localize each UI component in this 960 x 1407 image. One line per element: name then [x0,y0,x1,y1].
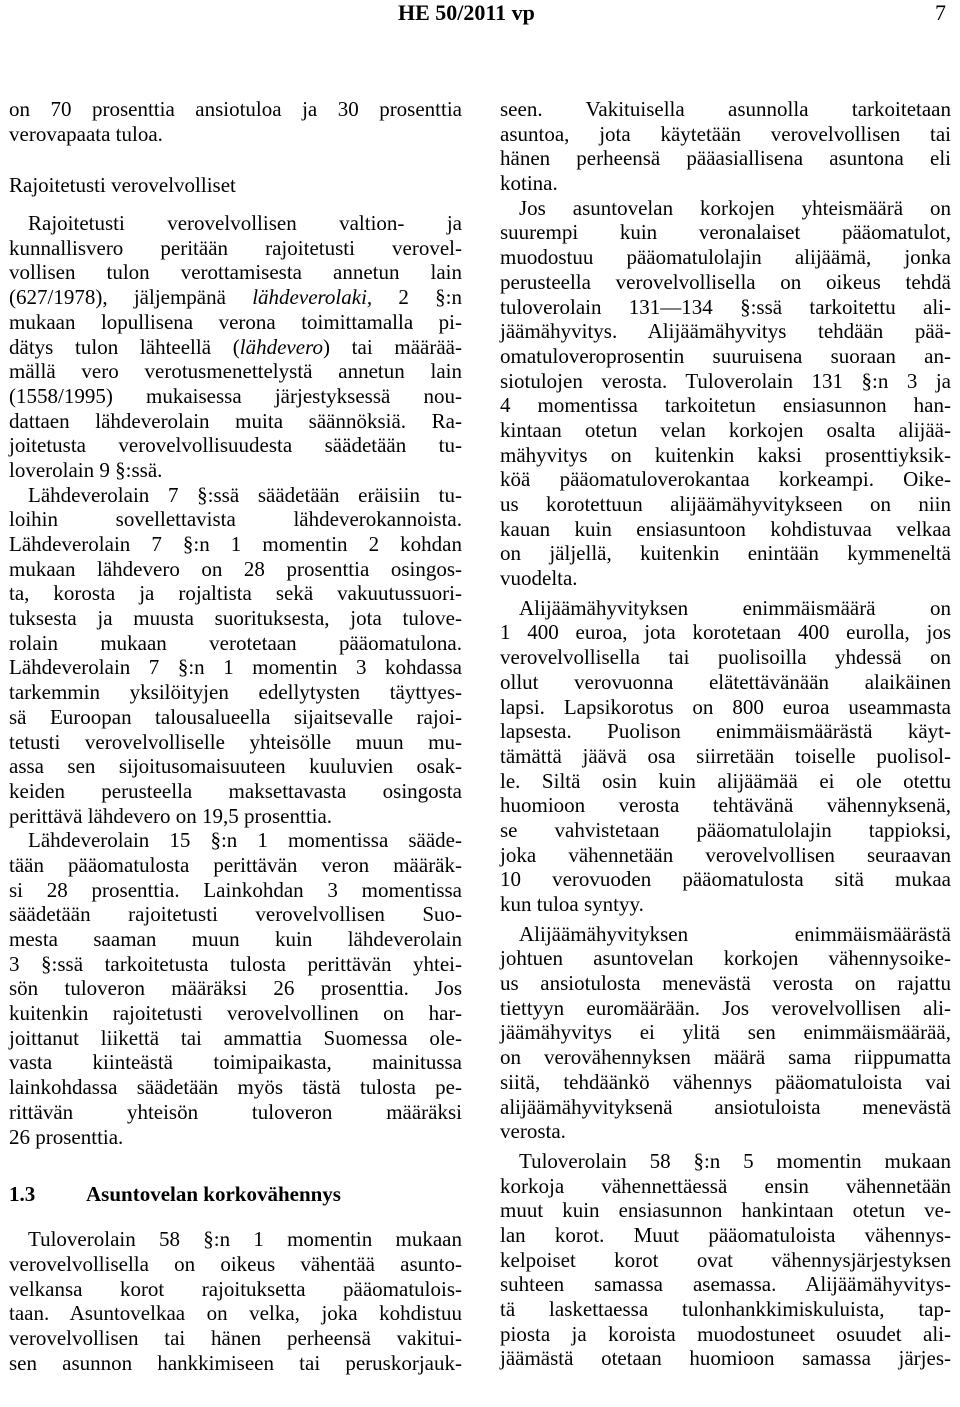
text-line: Lähdeverolain 7 §:n 1 momentin 2 kohdan [9,532,462,556]
paragraph [500,922,951,1144]
text-line: seen. Vakituisella asunnolla tarkoitetaan [500,97,951,121]
section-number: 1.3 [9,1182,36,1207]
text-line: mähyvitys on kuitenkin kaksi prosenttiyksik- [500,442,951,467]
text-line: 26 prosenttia. [9,1124,124,1149]
text-line: tään pääomatulosta perittävän veron määräk- [9,852,462,877]
text-line: tuloverolain 131—134 §:ssä tarkoitettu ali- [500,294,951,319]
paragraph [9,483,462,829]
paragraph [9,211,462,483]
text-line: 3 §:ssä tarkoitetusta tulosta perittävän yhtei- [9,951,462,976]
text-line: us ansiotulosta menevästä verosta on rajattu [500,971,951,996]
text-line: perusteella verovelvollisella on oikeus tehdä [500,269,951,294]
text-line: hänen perheensä pääasiallisena asuntona eli [500,146,951,171]
text-line: jäämähyvitys ei ylitä sen enimmäismäärää, [500,1020,951,1045]
italic-term: lähdeverolaki, [252,285,373,310]
text-line: verovelvollisella tai puolisoilla yhdessä on [500,645,951,670]
text-line: Rajoitetusti verovelvollisen valtion- ja [28,211,462,236]
text-line: verovelvollisen tai hänen perheensä vakitui- [9,1325,462,1350]
text-line: jäämähyvitys. Alijäämähyvitys tehdään pää- [500,319,951,344]
text-line: suurempi kuin veronalaiset pääomatulot, [500,220,951,245]
paragraph [9,97,462,146]
italic-term: lähdevero [239,334,323,359]
text-line: joitetusta verovelvollisuudesta säädetään tu- [9,433,462,458]
text-line: Lähdeverolain 15 §:n 1 momentissa sääde- [28,828,462,853]
text-line: velkansa korot rajoituksetta pääomatulois- [9,1276,462,1301]
text-line: lainkohdassa säädetään myös tästä tulosta pe- [9,1075,462,1100]
text-line: se vahvistetaan pääomatulolajin tappioksi, [500,817,951,842]
text-line: on verovähennyksen määrä sama riippumatta [500,1045,951,1070]
text-line: verosta. [500,1119,566,1144]
text-line: sön tuloveron määräksi 26 prosenttia. Jos [9,976,462,1001]
text-line: Lähdeverolain 7 §:n 1 momentin 3 kohdassa [9,655,462,680]
page-header [0,0,960,40]
text-line: loverolain 9 §:ssä. [9,457,163,482]
text-line: Alijäämähyvityksen enimmäismäärästä [519,921,951,946]
text-line: Lähdeverolain 7 §:ssä säädetään eräisiin tu- [28,482,462,507]
text-line: us korotettuun alijäämähyvitykseen on niin [500,492,951,516]
text-span: dätys tulon lähteellä ( [9,334,240,359]
text-line [9,285,462,310]
text-line: johtuen asuntovelan korkojen vähennysoike- [500,946,951,971]
text-line: alijäämähyvityksenä ansiotuloista menevästä [500,1094,951,1119]
text-line: (1558/1995) mukaisessa järjestyksessä nou- [9,383,462,408]
text-line: kelpoiset korot ovat vähennysjärjestyksen [500,1247,951,1272]
section-heading [9,1181,462,1207]
text-line: kauan kuin ensiasuntoon kohdistuvaa velkaa [500,516,951,541]
text-line: kun tuloa syntyy. [500,892,644,916]
text-span: 2 §:n [398,285,463,310]
text-line: sä Euroopan talousalueella sijaitsevalle rajoi- [9,704,462,729]
text-line: mukaan lopullisena verona toimittamalla pi- [9,309,462,334]
text-line: sen asunnon hankkimiseen tai peruskorjauk- [9,1350,462,1375]
text-line: ollut verovuonna elätettävänään alaikäinen [500,669,951,694]
text-line: säädetään rajoitetusti verovelvollisen Suo- [9,902,462,927]
text-line: jäämästä otetaan huomioon samassa järjes- [500,1346,951,1371]
text-line: omatuloveroprosentin suuruisena suoraan an- [500,343,951,368]
text-line: asuntoa, jota käytetään verovelvollisen tai [500,121,951,146]
text-line: Jos asuntovelan korkojen yhteismäärä on [519,195,951,220]
text-line: 1 400 euroa, jota korotetaan 400 eurolla, jos [500,620,951,645]
text-line: tuksesta ja muusta suorituksesta, jota tulove- [9,606,462,631]
text-line: muodostuu pääomatulolajin alijäämä, jonka [500,245,951,270]
text-line: muut kuin ensiasunnon hankintaan otetun ve- [500,1198,951,1223]
paragraph [500,196,951,591]
text-line: huomioon verosta tehtävänä vähennyksenä, [500,793,951,818]
left-column [9,97,462,1375]
text-line: suhteen samassa asemassa. Alijäämähyvitys- [500,1272,951,1297]
text-line: kunnallisvero peritään rajoitetusti verovel- [9,235,462,260]
text-line: verovapaata tuloa. [9,121,163,146]
text-line: ta, korosta ja rojaltista sekä vakuutussuori- [9,581,462,606]
paragraph [500,1149,951,1371]
text-line: siitä, tehdäänkö vähennys pääomatuloista vai [500,1069,951,1094]
text-span: (627/1978), jäljempänä [9,285,226,310]
text-line: taan. Asuntovelkaa on velka, joka kohdistuu [9,1301,462,1326]
text-line: kintaan otetun velan korkojen osalta alijää- [500,417,951,442]
text-line: assa sen sijoitusomaisuuteen kuuluvien osak- [9,754,462,779]
text-line: on 70 prosenttia ansiotuloa ja 30 prosenttia [9,97,462,121]
text-line: le. Siltä osin kuin alijäämää ei ole otettu [500,768,951,793]
text-line: Alijäämähyvityksen enimmäismäärä on [519,595,951,620]
text-line: korkoja vähennettäessä ensin vähennetään [500,1173,951,1198]
text-line: Tuloverolain 58 §:n 1 momentin mukaan [28,1227,462,1252]
text-line: tiettyyn euromäärään. Jos verovelvollisen ali- [500,995,951,1020]
section-title: Asuntovelan korkovähennys [86,1182,341,1207]
text-line: tämättä jäävä osa siirretään toiselle puolisol- [500,743,951,768]
text-line: keiden perusteella maksettavasta osingosta [9,778,462,803]
text-line: si 28 prosenttia. Lainkohdan 3 momentissa [9,877,462,902]
text-span: ) tai määrää- [322,334,462,359]
text-line: kuitenkin rajoitetusti verovelvollinen on har- [9,1001,462,1026]
text-line [9,335,462,360]
text-line: siotulojen verosta. Tuloverolain 131 §:n 3 ja [500,368,951,393]
text-line: lapsesta. Puolison enimmäismäärästä käyt- [500,719,951,744]
text-line: mukaan lähdevero on 28 prosenttia osingos- [9,556,462,581]
text-line: Tuloverolain 58 §:n 5 momentin mukaan [519,1148,951,1173]
text-line: perittävä lähdevero on 19,5 prosenttia. [9,803,333,828]
paragraph [500,97,951,196]
right-column [500,97,951,1371]
document-id: HE 50/2011 vp [398,0,535,25]
text-line: köä pääomatuloverokantaa korkeampi. Oike- [500,467,951,492]
text-line: lapsi. Lapsikorotus on 800 euroa useammasta [500,694,951,719]
text-line: on jäljellä, kuitenkin enintään kymmeneltä [500,541,951,566]
subheading: Rajoitetusti verovelvolliset [9,173,236,198]
text-line: mällä vero verotusmenettelystä annetun lain [9,359,462,384]
text-line: rittävän yhteisön tuloveron määräksi [9,1099,462,1124]
text-line: verovelvollisella on oikeus vähentää asunto- [9,1251,462,1276]
text-line: rolain mukaan verotetaan pääomatulona. [9,630,462,655]
text-line: kotina. [500,171,558,196]
paragraph [9,828,462,1149]
text-line: joka vähennetään verovelvollisen seuraavan [500,842,951,867]
text-line: 10 verovuoden pääomatulosta sitä mukaa [500,867,951,892]
text-line: 4 momentissa tarkoitetun ensiasunnon han- [500,393,951,418]
text-line: vasta kiinteästä toimipaikasta, mainitussa [9,1050,462,1075]
page-number: 7 [935,0,946,25]
text-line: piosta ja koroista muodostuneet osuudet ali- [500,1321,951,1346]
text-line: loihin sovellettavista lähdeverokannoista. [9,507,462,532]
text-line: joittanut liikettä tai ammattia Suomessa ole- [9,1025,462,1050]
paragraph [9,1227,462,1375]
text-line: tarkemmin yksilöityjen edellytysten täyttyes- [9,680,462,705]
text-line: mesta saaman muun kuin lähdeverolain [9,927,462,951]
paragraph [500,596,951,917]
text-line: tetusti verovelvolliselle yhteisölle muun mu- [9,729,462,754]
text-line: vollisen tulon verottamisesta annetun lain [9,260,462,285]
text-line: dattaen lähdeverolain muita säännöksiä. Ra- [9,408,462,433]
text-line: lan korot. Muut pääomatuloista vähennys- [500,1222,951,1247]
text-line: tä laskettaessa tulonhankkimiskuluista, tap- [500,1297,951,1321]
text-line: vuodelta. [500,566,578,591]
